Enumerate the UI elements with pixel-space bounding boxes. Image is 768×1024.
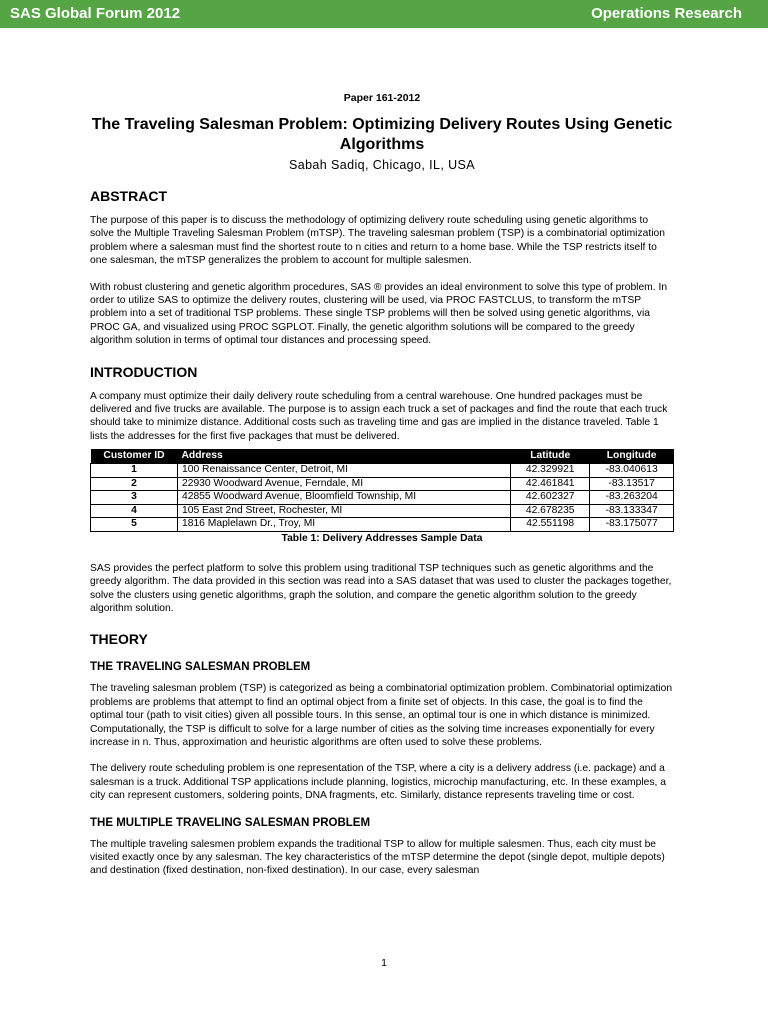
theory-heading: THEORY bbox=[90, 631, 148, 648]
cell-address: 100 Renaissance Center, Detroit, MI bbox=[178, 464, 511, 478]
introduction-heading: INTRODUCTION bbox=[90, 363, 198, 380]
cell-longitude: -83.263204 bbox=[590, 491, 674, 505]
paper-title: The Traveling Salesman Problem: Optimizing Delivery Routes Using Genetic Algorithms bbox=[91, 116, 673, 153]
cell-longitude: -83.175077 bbox=[590, 518, 674, 532]
paper-body bbox=[90, 92, 674, 891]
cell-longitude: -83.13517 bbox=[590, 477, 674, 491]
table-row bbox=[91, 491, 674, 505]
cell-latitude: 42.461841 bbox=[511, 477, 590, 491]
cell-customer-id: 1 bbox=[91, 464, 178, 478]
cell-customer-id: 4 bbox=[91, 504, 178, 518]
column-header-latitude: Latitude bbox=[511, 449, 590, 464]
table-row bbox=[91, 477, 674, 491]
cell-longitude: -83.133347 bbox=[590, 504, 674, 518]
mtsp-subheading: THE MULTIPLE TRAVELING SALESMAN PROBLEM bbox=[90, 816, 371, 829]
introduction-paragraph-1: A company must optimize their daily delivery route scheduling from a central warehouse. One hundred packages must be delivered and five trucks are available. The purpose is to assign each truck a set of packages and find the route that each truck should take to minimize distance. Additional costs such as traveling time and gas are implied in the distance traveled. Table 1 lists the addresses for the first five packages that must be delivered. bbox=[90, 390, 668, 442]
table-header-row bbox=[91, 449, 674, 464]
abstract-paragraph-2: With robust clustering and genetic algorithm procedures, SAS ® provides an ideal environment to solve this type of problem. In order to utilize SAS to optimize the delivery routes, clustering will be used, via PROC FASTCLUS, to transform the mTSP problem into a set of traditional TSP problems. These single TSP problems will then be solved using genetic algorithms, via PROC GA, and visualized using PROC SGPLOT. Finally, the genetic algorithm solutions will be compared to the greedy algorithm solution in terms of optimal tour distances and processing speed. bbox=[90, 281, 668, 347]
cell-address: 42855 Woodward Avenue, Bloomfield Township, MI bbox=[178, 491, 511, 505]
cell-latitude: 42.551198 bbox=[511, 518, 590, 532]
abstract-paragraph-1: The purpose of this paper is to discuss the methodology of optimizing delivery route scheduling using genetic algorithms to solve the Multiple Traveling Salesman Problem (mTSP). The traveling salesman problem (TSP) is a combinatorial optimization problem where a salesman must find the shortest route to n cities and return to a home base. While the TSP restricts itself to one salesman, the mTSP generalizes the problem to account for multiple salesmen. bbox=[90, 215, 665, 267]
cell-longitude: -83.040613 bbox=[590, 464, 674, 478]
table-caption: Table 1: Delivery Addresses Sample Data bbox=[281, 532, 483, 544]
conference-banner bbox=[0, 0, 768, 28]
page-number: 1 bbox=[381, 957, 387, 969]
tsp-subheading: THE TRAVELING SALESMAN PROBLEM bbox=[90, 661, 311, 674]
cell-address: 105 East 2nd Street, Rochester, MI bbox=[178, 504, 511, 518]
table-row bbox=[91, 504, 674, 518]
cell-customer-id: 2 bbox=[91, 477, 178, 491]
paper-author: Sabah Sadiq, Chicago, IL, USA bbox=[288, 158, 475, 172]
delivery-addresses-table bbox=[90, 449, 674, 532]
track-name: Operations Research bbox=[591, 5, 742, 22]
column-header-longitude: Longitude bbox=[590, 449, 674, 464]
column-header-address: Address bbox=[178, 449, 511, 464]
cell-customer-id: 3 bbox=[91, 491, 178, 505]
paper-number: Paper 161-2012 bbox=[343, 92, 421, 104]
tsp-paragraph-1: The traveling salesman problem (TSP) is categorized as being a combinatorial optimization problem. Combinatorial optimization problems are problems that attempt to find an optimal object from a finite set of objects. In this case, the goal is to find the optimal tour (path to visit cities) given all possible tours. In this sense, an optimal tour is one in which distance is minimized. Computationally, the TSP is difficult to solve for a large number of cities as the solving time increases exponentially for every increase in n. Thus, approximation and heuristic algorithms are often used to solve these problems. bbox=[90, 683, 673, 749]
introduction-paragraph-2: SAS provides the perfect platform to solve this problem using traditional TSP techniques such as genetic algorithms and the greedy algorithm. The data provided in this section was read into a SAS dataset that was used to cluster the packages together, solve the clusters using genetic algorithms, graph the solution, and compare the genetic algorithm solution to the greedy algorithm solution. bbox=[90, 562, 672, 614]
cell-latitude: 42.678235 bbox=[511, 504, 590, 518]
cell-latitude: 42.329921 bbox=[511, 464, 590, 478]
conference-name: SAS Global Forum 2012 bbox=[10, 5, 181, 22]
table-row bbox=[91, 518, 674, 532]
cell-address: 1816 Maplelawn Dr., Troy, MI bbox=[178, 518, 511, 532]
column-header-customer-id: Customer ID bbox=[91, 449, 178, 464]
table-row bbox=[91, 464, 674, 478]
mtsp-paragraph-1: The multiple traveling salesmen problem expands the traditional TSP to allow for multiple salesmen. Thus, each city must be visited exactly once by any salesman. The key characteristics of the mTSP determine the depot (single depot, multiple depots) and destination (fixed destination, non-fixed destination). In our case, every salesman bbox=[90, 838, 665, 877]
abstract-heading: ABSTRACT bbox=[90, 188, 167, 204]
cell-address: 22930 Woodward Avenue, Ferndale, MI bbox=[178, 477, 511, 491]
cell-customer-id: 5 bbox=[91, 518, 178, 532]
cell-latitude: 42.602327 bbox=[511, 491, 590, 505]
tsp-paragraph-2: The delivery route scheduling problem is one representation of the TSP, where a city is a delivery address (i.e. package) and a salesman is a truck. Additional TSP applications include planning, logistics, microchip manufacturing, etc. In these examples, a city can represent customers, soldering points, DNA fragments, etc. Similarly, distance represents traveling time or cost. bbox=[90, 763, 666, 802]
